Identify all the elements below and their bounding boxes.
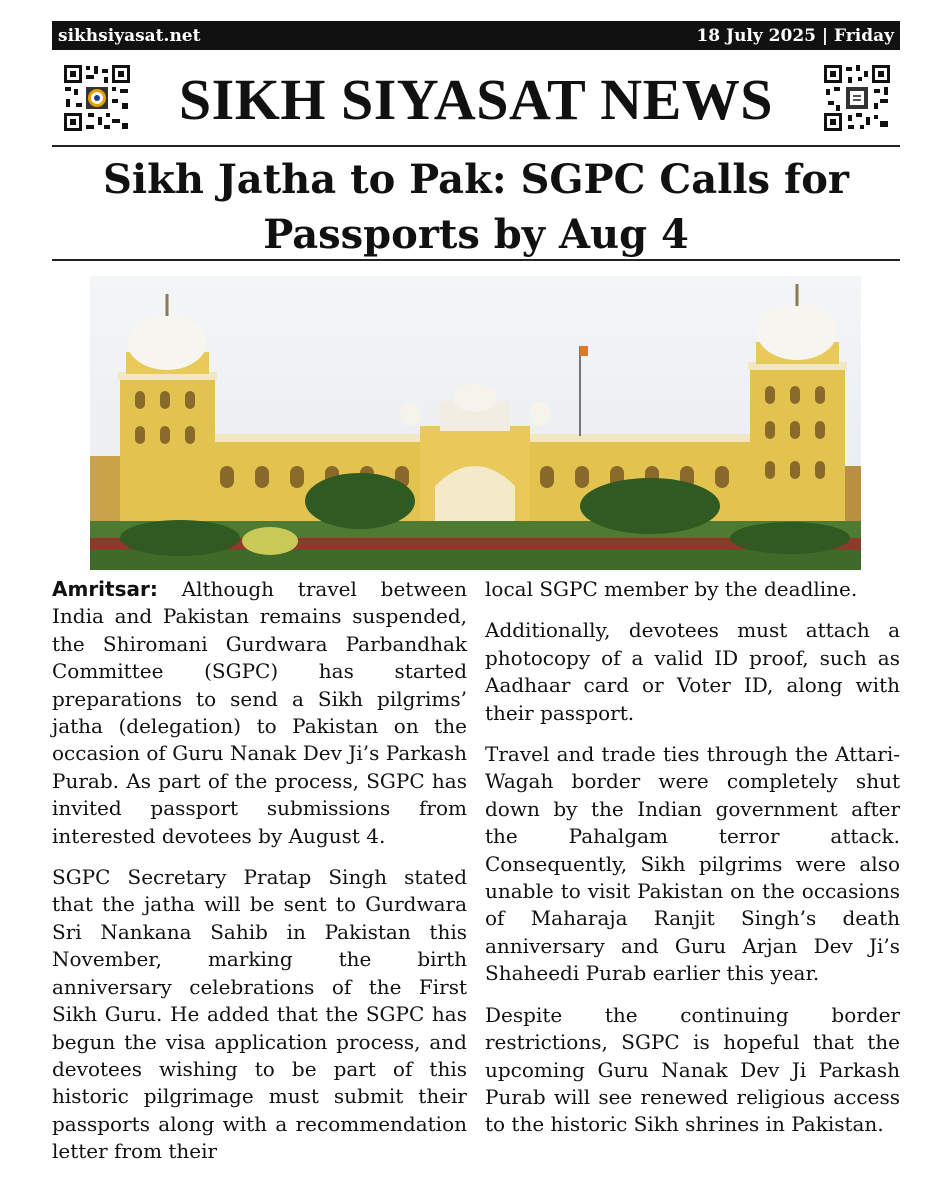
qr-code-icon[interactable] <box>62 63 132 133</box>
gurdwara-photo <box>90 276 861 570</box>
masthead <box>52 57 900 141</box>
headline-divider <box>52 259 900 261</box>
paragraph: Additionally, devotees must attach a photocopy of a valid ID proof, such as Aadhaar card or Voter ID, along with their passport. <box>485 618 900 725</box>
headline-line-2: Passports by Aug 4 <box>263 211 689 258</box>
paragraph: Travel and trade ties through the Attari-Wagah border were completely shut down by the Indian government after the Pahalgam terror attack. Consequently, Sikh pilgrims were also unable to visit Pakistan on the occasions of Maharaja Ranjit Singh’s death anniversary and Guru Arjan Dev Ji’s Shaheedi Purab earlier this year. <box>485 742 900 986</box>
header-divider <box>52 145 900 147</box>
paragraph: local SGPC member by the deadline. <box>485 577 858 601</box>
article-column-left <box>52 576 467 1180</box>
masthead-title: SIKH SIYASAT NEWS <box>178 66 774 132</box>
gurdwara-illustration-icon <box>90 276 861 570</box>
paragraph-text: Although travel between India and Pakistan remains suspended, the Shiromani Gurdwara Parbandhak Committee (SGPC) has started preparations to send a Sikh pilgrims’ jatha (delegation) to Pakistan on the occasion of Guru Nanak Dev Ji’s Parkash Purab. As part of the process, SGPC has invited passport submissions from interested devotees by August 4. <box>52 577 467 848</box>
qr-code-icon[interactable] <box>822 63 892 133</box>
article-column-right <box>485 576 900 1153</box>
paragraph <box>52 576 467 850</box>
dateline: Amritsar: <box>52 577 158 601</box>
paragraph: Despite the continuing border restrictions, SGPC is hopeful that the upcoming Guru Nanak Dev Ji Parkash Purab will see renewed religious access to the historic Sikh shrines in Pakistan. <box>485 1002 900 1137</box>
top-bar <box>52 21 900 50</box>
headline <box>52 152 900 262</box>
headline-line-1: Sikh Jatha to Pak: SGPC Calls for <box>103 156 849 203</box>
site-url[interactable]: sikhsiyasat.net <box>58 25 201 46</box>
issue-date: 18 July 2025 | Friday <box>696 25 894 46</box>
paragraph: SGPC Secretary Pratap Singh stated that the jatha will be sent to Gurdwara Sri Nankana Sahib in Pakistan this November, marking the birth anniversary celebrations of the First Sikh Guru. He added that the SGPC has begun the visa application process, and devotees wishing to be part of this historic pilgrimage must submit their passports along with a recommendation letter from their <box>52 865 467 1164</box>
